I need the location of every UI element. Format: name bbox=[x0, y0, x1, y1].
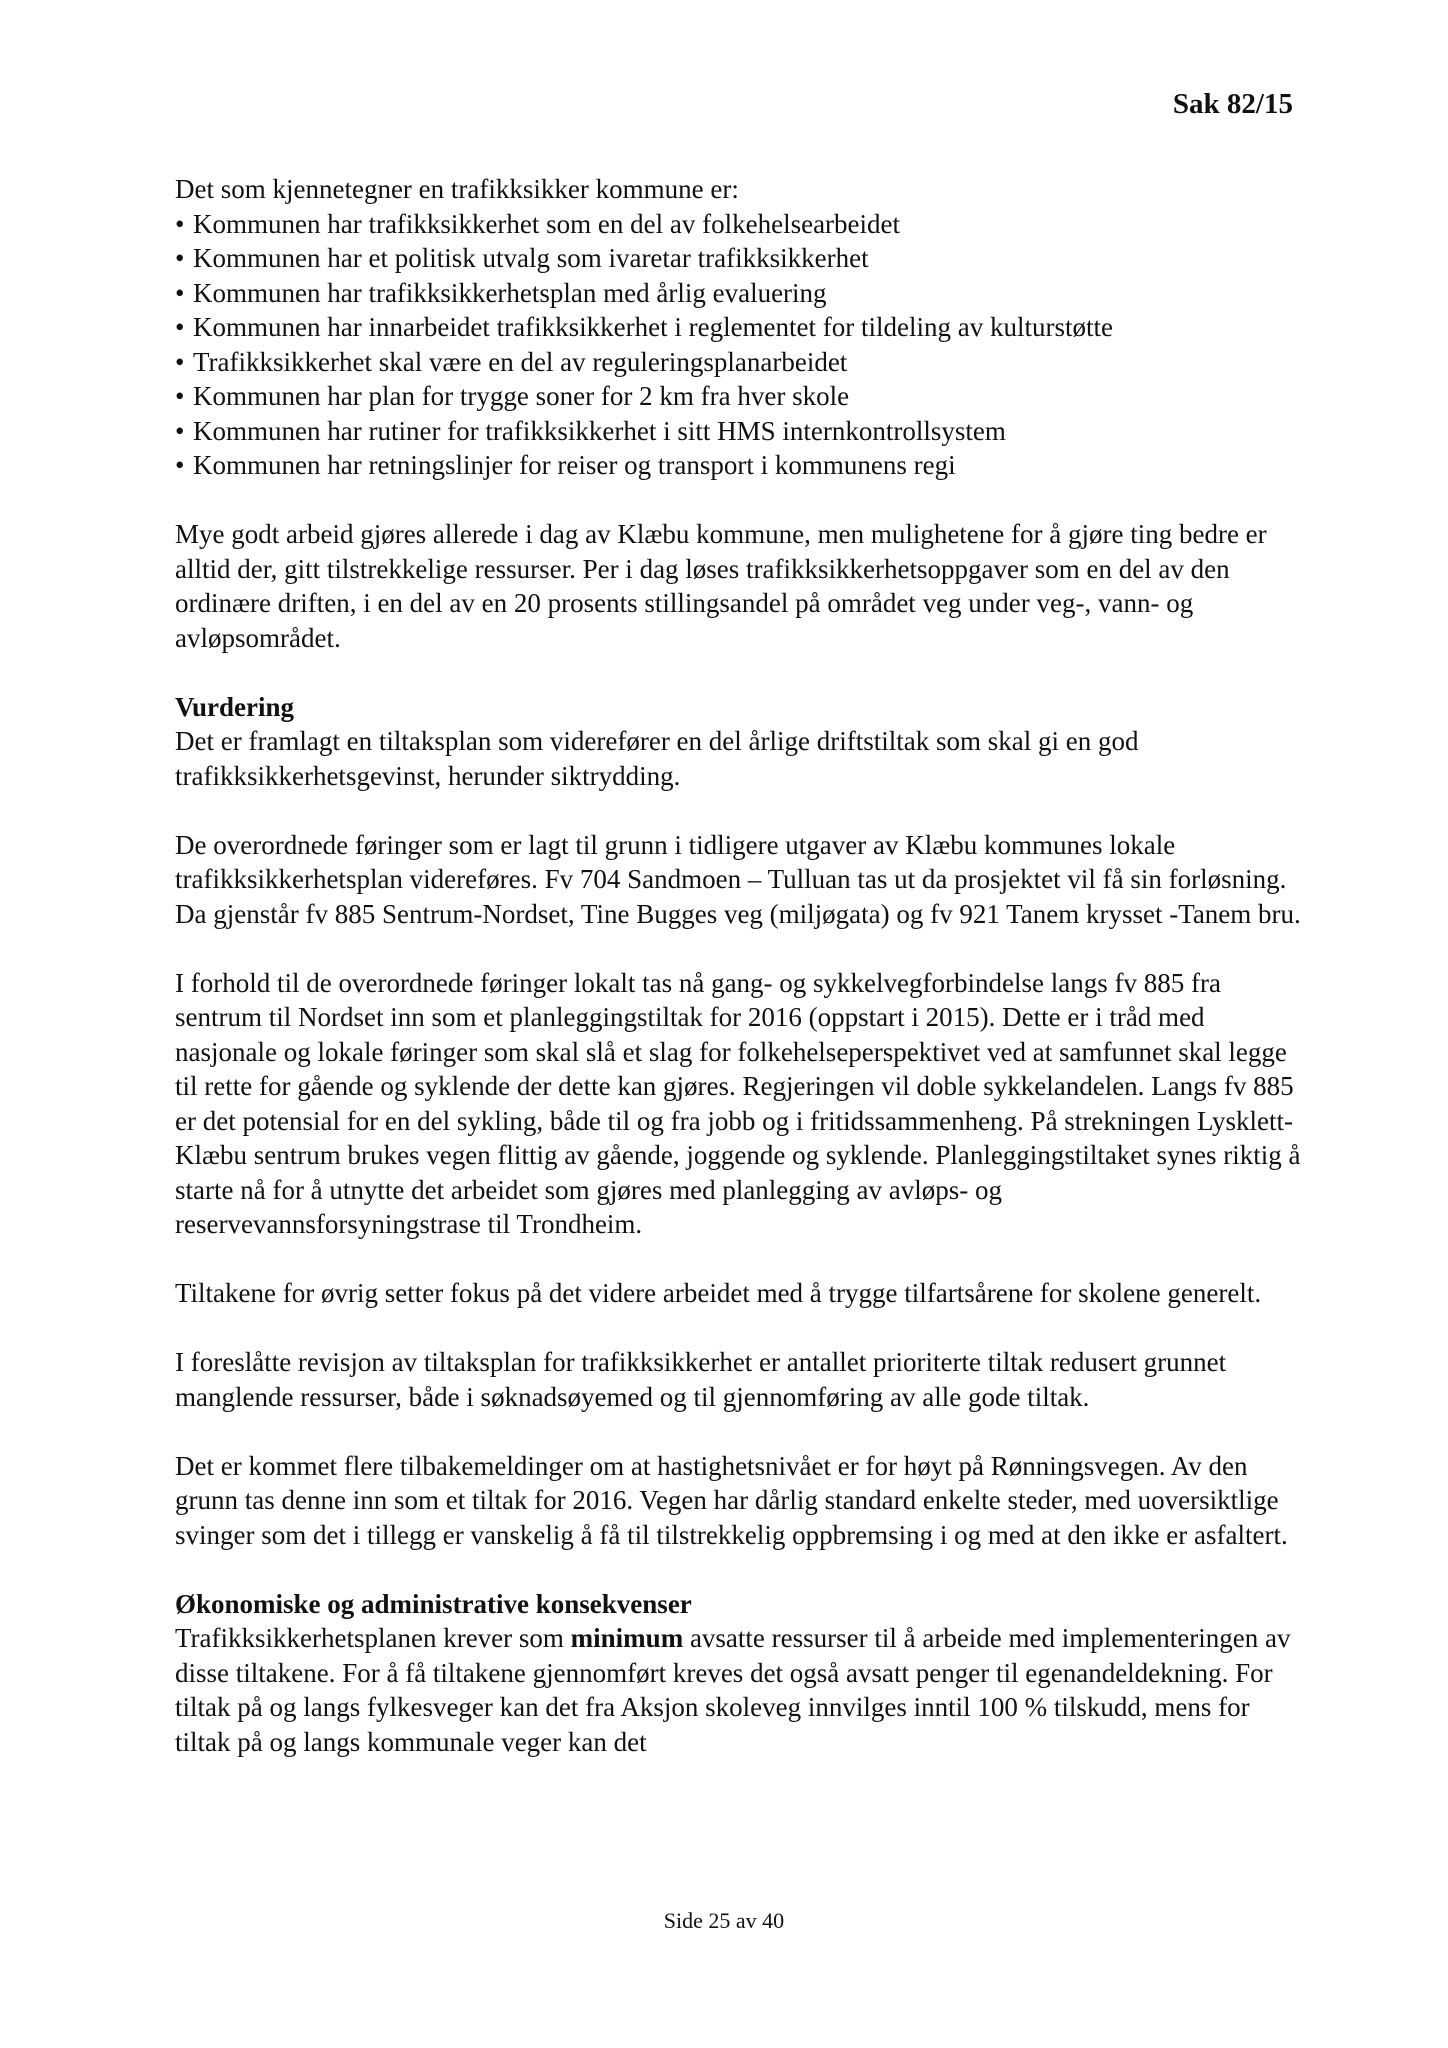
section-heading-vurdering: Vurdering bbox=[175, 691, 295, 722]
list-item bbox=[175, 207, 1310, 242]
bullet-icon: • bbox=[175, 243, 185, 273]
bullet-icon: • bbox=[175, 381, 185, 411]
list-item-text: Kommunen har rutiner for trafikksikkerhet i sitt HMS internkontrollsystem bbox=[193, 415, 1006, 446]
bullet-icon: • bbox=[175, 346, 185, 377]
bullet-icon: • bbox=[175, 208, 185, 239]
paragraph: I foreslåtte revisjon av tiltaksplan for trafikksikkerhet er antallet prioriterte tiltak redusert grunnet manglende ressurser, både i søknadsøyemed og til gjennomføring av alle gode tiltak. bbox=[175, 1347, 1227, 1412]
paragraph: De overordnede føringer som er lagt til grunn i tidligere utgaver av Klæbu kommunes lokale trafikksikkerhetsplan videreføres. Fv 704 Sandmoen – Tulluan tas ut da prosjektet vil få sin forløsning. Da gjenstår fv 885 Sentrum-Nordset, Tine Bugges veg (miljøgata) og fv 921 Tanem krysset -Tanem bru. bbox=[175, 829, 1301, 929]
paragraph: Tiltakene for øvrig setter fokus på det videre arbeidet med å trygge tilfartsårene for skolene generelt. bbox=[175, 1278, 1262, 1308]
bullet-icon: • bbox=[175, 415, 185, 446]
list-item bbox=[175, 345, 1310, 380]
paragraph: Det er framlagt en tiltaksplan som viderefører en del årlige driftstiltak som skal gi en god trafikksikkerhetsgevinst, herunder siktrydding. bbox=[175, 726, 1139, 791]
list-item bbox=[175, 276, 1310, 311]
list-item-text: Trafikksikkerhet skal være en del av reguleringsplanarbeidet bbox=[193, 346, 848, 377]
paragraph: I forhold til de overordnede føringer lokalt tas nå gang- og sykkelvegforbindelse langs fv 885 fra sentrum til Nordset inn som et planleggingstiltak for 2016 (oppstart i 2015). Dette er i tråd med nasjonale og lokale føringer som skal slå et slag for folkehelseperspektivet ved at samfunnet skal legge til rette for gående og syklende der dette kan gjøres. Regjeringen vil doble sykkelandelen. Langs fv 885 er det potensial for en del sykling, både til og fra jobb og i fritidssammenheng. På strekningen Lysklett-Klæbu sentrum brukes vegen flittig av gående, joggende og syklende. Planleggingstiltaket synes riktig å starte nå for å utnytte det arbeidet som gjøres med planlegging av avløps- og reservevannsforsyningstrase til Trondheim. bbox=[175, 967, 1301, 1239]
paragraph-text: avsatte ressurser til å arbeide med implementeringen av disse tiltakene. For å få tiltakene gjennomført kreves det også avsatt penger til egenandeldekning. For tiltak på og langs fylkesveger kan det fra Aksjon skoleveg innvilges inntil 100 % tilskudd, mens for tiltak på og langs kommunale veger kan det bbox=[175, 1623, 1291, 1757]
list-item-text: Kommunen har plan for trygge soner for 2 km fra hver skole bbox=[193, 381, 850, 411]
list-item bbox=[175, 241, 1310, 276]
bullet-icon: • bbox=[175, 450, 185, 480]
bullet-icon: • bbox=[175, 312, 185, 342]
section-heading-konsekvenser: Økonomiske og administrative konsekvenser bbox=[175, 1588, 692, 1619]
paragraph bbox=[175, 1621, 1310, 1759]
paragraph: Mye godt arbeid gjøres allerede i dag av Klæbu kommune, men mulighetene for å gjøre ting bedre er alltid der, gitt tilstrekkelige ressurser. Per i dag løses trafikksikkerhetsoppgaver som en del av den ordinære driften, i en del av en 20 prosents stillingsandel på området veg under veg-, vann- og avløpsområdet. bbox=[175, 519, 1267, 653]
list-item-text: Kommunen har trafikksikkerhet som en del av folkehelsearbeidet bbox=[193, 208, 901, 239]
bullet-icon: • bbox=[175, 277, 185, 308]
paragraph: Det er kommet flere tilbakemeldinger om at hastighetsnivået er for høyt på Rønningsvegen. Av den grunn tas denne inn som et tiltak for 2016. Vegen har dårlig standard enkelte steder, med uoversiktlige svinger som det i tillegg er vanskelig å få til tilstrekkelig oppbremsing i og med at den ikke er asfaltert. bbox=[175, 1450, 1288, 1550]
list-item-text: Kommunen har retningslinjer for reiser og transport i kommunens regi bbox=[193, 450, 956, 480]
list-item bbox=[175, 379, 1310, 414]
list-item-text: Kommunen har innarbeidet trafikksikkerhet i reglementet for tildeling av kulturstøtte bbox=[193, 312, 1113, 342]
page-number: Side 25 av 40 bbox=[663, 1908, 785, 1933]
paragraph-text: Trafikksikkerhetsplanen krever som bbox=[175, 1623, 571, 1653]
intro-lead: Det som kjennetegner en trafikksikker kommune er: bbox=[175, 174, 739, 204]
list-item bbox=[175, 310, 1310, 345]
emphasis-text: minimum bbox=[570, 1623, 684, 1653]
list-item bbox=[175, 448, 1310, 483]
list-item-text: Kommunen har trafikksikkerhetsplan med årlig evaluering bbox=[193, 277, 827, 308]
list-item-text: Kommunen har et politisk utvalg som ivaretar trafikksikkerhet bbox=[193, 243, 869, 273]
list-item bbox=[175, 414, 1310, 449]
document-body bbox=[175, 172, 1310, 1759]
criteria-list bbox=[175, 207, 1310, 483]
case-reference: Sak 82/15 bbox=[1172, 88, 1293, 120]
